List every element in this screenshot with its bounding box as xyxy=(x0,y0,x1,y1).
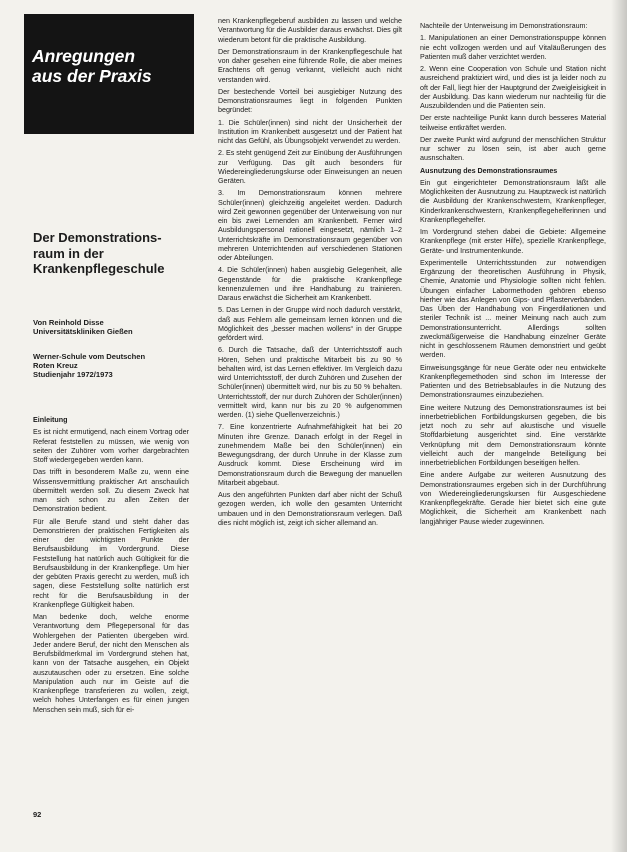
column-1 xyxy=(33,416,189,718)
paragraph: Experimentelle Unterrichtsstunden zur notwendigen Ergänzung der theoretischen Ausführung in Physik, Chemie, Anatomie und Physiologie sollten nicht fehlen. Übungen einfacher Labormethoden gehören ebenso hierher wie das Anlegen von Gips- und Pflasterverbänden. Das Üben der Handhabung von Fingerdilationen und steriler Technik ist ... meiner Meinung nach auch zum Demonstrationsunterricht. Allerdings sollten zweckmäßigerweise die Handhabung einzelner Geräte nicht in geschlossenem Räumen demonstriert und geübt werden. xyxy=(420,258,606,360)
paragraph: Nachteile der Unterweisung im Demonstrationsraum: xyxy=(420,22,588,30)
list-item: 7. Eine konzentrierte Aufnahmefähigkeit hat bei 20 Minuten ihre Grenze. Danach erfolgt in der Regel in zunehmendem Maße bei den Schüler(innen) ein Bewegungsdrang, der durch Unruhe in der Klasse zum Ausdruck kommt. Diese Erscheinung wird im Demonstrationsraum durch die Bewegung der manuellen Mitarbeit abgebaut. xyxy=(218,423,402,487)
list-item: 4. Die Schüler(innen) haben ausgiebig Gelegenheit, alle Gegenstände für die praktische Krankenpflege kennenzulernen und ihre Handhabung zu trainieren. Daraus erwächst die Sicherheit am Krankenbett. xyxy=(218,266,402,302)
paragraph: Einweisungsgänge für neue Geräte oder neu entwickelte Krankenpflegemethoden sind schon im Interesse der Patienten und des Betriebsablaufes in die Nutzung des Demonstrationsraumes einzubeziehen. xyxy=(420,363,606,400)
section-banner xyxy=(24,14,194,134)
paragraph: Der zweite Punkt wird aufgrund der menschlichen Struktur nur schwer zu lösen sein, ist aber auch gerne ausnschalten. xyxy=(420,135,606,163)
school-name-line1: Werner-Schule vom Deutschen xyxy=(33,352,146,361)
list-item: 2. Wenn eine Cooperation von Schule und Station nicht ausreichend praktiziert wird, und dies ist ja leider noch zu oft der Fall, liegt hier der Hauptgrund der Zweigleisigkeit in der Ausbildung. Das kann wiederum nur nachteilig für die Auszubildenden und die Patienten sein. xyxy=(420,65,606,110)
paragraph: Der erste nachteilige Punkt kann durch besseres Material teilweise entkräftet werden. xyxy=(420,114,606,132)
page-number: 92 xyxy=(33,810,42,819)
page-edge-shadow xyxy=(611,0,627,852)
paragraph: Eine andere Aufgabe zur weiteren Ausnutzung des Demonstrationsraumes ergeben sich in der Durchführung von Wiedereingliederungskursen für Ausgeschiedene Krankenpflegekräfte. Gerade hier bietet sich eine gute Möglichkeit, die Sicherheit am Krankenbett nach langjähriger Pause wieder zugewinnen. xyxy=(420,471,606,526)
paragraph: Ein gut eingerichteter Demonstrationsraum läßt alle Möglichkeiten der Ausnutzung zu. Hauptzweck ist natürlich die Ausbildung der Krankenschwestern, Krankenpfleger, Kinderkrankenschwestern, Krankenpflegehelferinnen und Krankenpflegehelfer. xyxy=(420,178,606,224)
list-item: 6. Durch die Tatsache, daß der Unterrichtsstoff auch Hören, Sehen und praktische Mitarbeit bis zu 90 % behalten wird, ist das Lernen effektiver. Im Vergleich dazu wird Unterrichtsstoff, der durch Zuhören und Zusehen der Schüler(innen) übermittelt wird, nur bis zu 50 % behalten. Unterrichtsstoff, der nur durch Zuhören der Schüler(innen) vermittelt wird, kann nur bis zu 20 % aufgenommen werden. (1) siehe Quellenverzeichnis.) xyxy=(218,346,402,419)
paragraph: Im Vordergrund stehen dabei die Gebiete: Allgemeine Krankenpflege (mit erster Hilfe), spezielle Krankenpflege, Geräte- und Instrumentenkunde. xyxy=(420,228,606,255)
paragraph: Man bedenke doch, welche enorme Verantwortung dem Pflegepersonal für das Wohlergehen der Patienten übergeben wird. Jeder andere Beruf, der nicht den Menschen als Berufsbildmerkmal im Vordergrund stehen hat, kann von der Tatsache ausgehen, ein Objekt auszutauschen oder zu ersetzen. Eine solche Manipulation auch nur im Geiste auf die Krankenpflege transferieren zu wollen, zeigt, welch hohes Unterfangen es für einen jungen Menschen sein muß, sich für ei- xyxy=(33,613,189,714)
author-byline xyxy=(33,318,193,336)
paragraph: Es ist nicht ermutigend, nach einem Vortrag oder Referat feststellen zu müssen, wie wenig von seiten der Zuhörer vom vorher dargebrachten Stoff wiedergegeben werden kann. xyxy=(33,428,189,464)
paragraph: Das trifft in besonderem Maße zu, wenn eine Wissensvermittlung praktischer Art anschaulich übermittelt werden soll. Zu diesem Zweck hat man sich schon zu allen Zeiten der Demonstration bedient. xyxy=(33,468,189,514)
paragraph: Für alle Berufe stand und steht daher das Demonstrieren der praktischen Fertigkeiten als einer der wichtigsten Punkte der Berufsausbildung im Vordergrund. Diese Feststellung hat natürlich auch Gültigkeit für die Berufsausbildung in der Krankenpflege. Um hier der gebüten Praxis gerecht zu werden, muß ich sagen, diese Feststellung sollte natürlich erst recht für die Berufsausbildung in der Krankenpflege Gültigkeit haben. xyxy=(33,517,189,609)
section-heading: Einleitung xyxy=(33,416,68,424)
paragraph: Eine weitere Nutzung des Demonstrationsraumes ist bei innerbetrieblichen Fortbildungskursen gegeben, die bis jetzt noch zu sehr auf akustische und visuelle Stoffdarbietung ausgerichtet sind. Eine verstärkte Verknüpfung mit dem Demonstrationsraum könnte vielleicht auch der mangelnde Beteiligung bei innerbetrieblichen Fortbildungen beseitigen helfen. xyxy=(420,403,606,467)
school-name-line2: Roten Kreuz xyxy=(33,361,78,371)
author-affiliation: Universitätskliniken Gießen xyxy=(33,327,133,337)
list-item: 1. Manipulationen an einer Demonstrationspuppe können nie echt vollzogen werden und auf Vitaläußerungen des Patienten muß daher verzichtet werden. xyxy=(420,34,606,61)
list-item: 5. Das Lernen in der Gruppe wird noch dadurch verstärkt, daß aus Fehlern alle gemeinsam lernen können und die Möglichkeit des „besser machen wollens“ in der Gruppe gefördert wird. xyxy=(218,306,402,342)
paragraph: Der Demonstrationsraum in der Krankenpflegeschule hat von daher gesehen eine führende Rolle, die aber meines Erachtens oft genug verkannt, vielleicht auch nicht verstanden wird. xyxy=(218,47,402,84)
paragraph: Aus den angeführten Punkten darf aber nicht der Schuß gezogen werden, ich wolle den gesamten Unterricht umbauen und in den Demonstrationsraum verlegen. Daß dies nicht möglich ist, zeigt ich sicher allemand an. xyxy=(218,491,402,527)
author-name: Von Reinhold Disse xyxy=(33,318,104,327)
school-byline xyxy=(33,352,193,380)
paragraph: Der bestechende Vorteil bei ausgiebiger Nutzung des Demonstrationsraumes liegt in folgenden Punkten begründet: xyxy=(218,87,402,115)
column-3 xyxy=(420,22,606,530)
study-year: Studienjahr 1972/1973 xyxy=(33,370,113,380)
list-item: 3. Im Demonstrationsraum können mehrere Schüler(innen) gleichzeitig angeleitet werden. Dadurch wird Zeit gewonnen gegenüber der Unterweisung von nur ein bis zwei Lernenden am Krankenbett. Ferner wird Ausbildungspersonal rationell eingesetzt, nämlich 1–2 Unterrichtskräfte im Demonstrationsraum gegenüber von mehreren Unterrichtenden auf verschiedenen Stationen oder Abteilungen. xyxy=(218,189,402,262)
column-2 xyxy=(218,17,402,531)
article-title: Der Demonstrations- raum in der Krankenpflegeschule xyxy=(33,230,165,276)
paragraph: nen Krankenpflegeberuf ausbilden zu lassen und welche Verantwortung für die Ausbilder daraus erwächst. Dies gilt wiederum betont für die praktische Ausbildung. xyxy=(218,17,402,44)
list-item: 2. Es steht genügend Zeit zur Einübung der Ausführungen zur Verfügung. Das gilt auch besonders für Wiedereingliederungskurse oder Einweisungen an neuen Geräten. xyxy=(218,149,402,185)
list-item: 1. Die Schüler(innen) sind nicht der Unsicherheit der Institution im Krankenbett ausgesetzt und der Patient hat nicht das Gefühl, als Übungsobjekt verwendet zu werden. xyxy=(218,118,402,145)
section-heading: Ausnutzung des Demonstrationsraumes xyxy=(420,166,558,175)
banner-title: Anregungen aus der Praxis xyxy=(32,46,152,86)
